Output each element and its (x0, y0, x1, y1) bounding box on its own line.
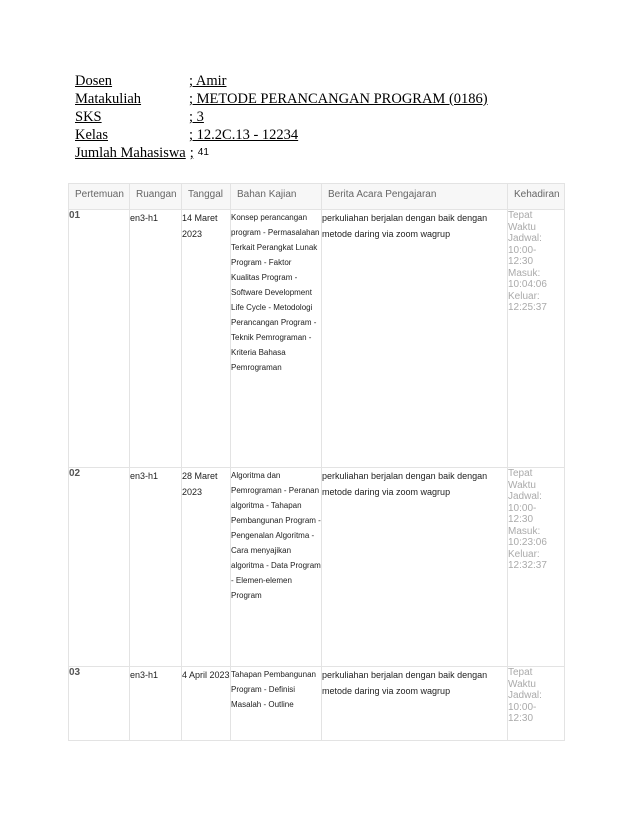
header-berita-acara: Berita Acara Pengajaran (322, 184, 508, 210)
sks-value: ; 3 (189, 109, 204, 125)
tanggal-cell: 28 Maret 2023 (182, 468, 231, 667)
header-tanggal: Tanggal (182, 184, 231, 210)
info-row-kelas (75, 126, 488, 144)
sks-label: SKS (75, 109, 102, 125)
table-row (69, 667, 565, 741)
berita-acara-cell: perkuliahan berjalan dengan baik dengan metode daring via zoom wagrup (322, 210, 508, 468)
matakuliah-value: ; METODE PERANCANGAN PROGRAM (0186) (189, 91, 488, 107)
table-row (69, 210, 565, 468)
pertemuan-cell: 03 (69, 667, 130, 741)
jumlah-separator: ; (189, 145, 194, 161)
header-bahan-kajian: Bahan Kajian (231, 184, 322, 210)
berita-acara-cell: perkuliahan berjalan dengan baik dengan metode daring via zoom wagrup (322, 468, 508, 667)
berita-acara-cell: perkuliahan berjalan dengan baik dengan metode daring via zoom wagrup (322, 667, 508, 741)
ruangan-cell: en3-h1 (130, 210, 182, 468)
kehadiran-cell: Tepat Waktu Jadwal: 10:00- 12:30 (508, 667, 565, 741)
header-pertemuan: Pertemuan (69, 184, 130, 210)
bahan-kajian-cell: Konsep perancangan program - Permasalahan Terkait Perangkat Lunak Program - Faktor Kualitas Program - Software Development Life Cycle - Metodologi Perancangan Program - Teknik Pemrograman - Kriteria Bahasa Pemrograman (231, 210, 322, 468)
course-info (75, 72, 488, 162)
ruangan-cell: en3-h1 (130, 667, 182, 741)
ruangan-cell: en3-h1 (130, 468, 182, 667)
tanggal-cell: 4 April 2023 (182, 667, 231, 741)
header-ruangan: Ruangan (130, 184, 182, 210)
bahan-kajian-cell: Tahapan Pembangunan Program - Definisi Masalah - Outline (231, 667, 322, 741)
kelas-label: Kelas (75, 127, 109, 143)
header-kehadiran: Kehadiran (508, 184, 565, 210)
jumlah-mahasiswa-value: 41 (197, 147, 209, 158)
dosen-label: Dosen (75, 73, 113, 89)
info-row-jumlah (75, 144, 488, 162)
kelas-value: ; 12.2C.13 - 12234 (189, 127, 299, 143)
attendance-table (68, 183, 565, 741)
table-header-row (69, 184, 565, 210)
bahan-kajian-cell: Algoritma dan Pemrograman - Peranan algoritma - Tahapan Pembangunan Program - Pengenalan Algoritma - Cara menyajikan algoritma - Data Program - Elemen-elemen Program (231, 468, 322, 667)
info-row-dosen (75, 72, 488, 90)
pertemuan-cell: 01 (69, 210, 130, 468)
table-row (69, 468, 565, 667)
kehadiran-cell: Tepat Waktu Jadwal: 10:00- 12:30 Masuk: 10:04:06 Keluar: 12:25:37 (508, 210, 565, 468)
dosen-value: ; Amir (189, 73, 227, 89)
info-row-matakuliah (75, 90, 488, 108)
pertemuan-cell: 02 (69, 468, 130, 667)
info-row-sks (75, 108, 488, 126)
kehadiran-cell: Tepat Waktu Jadwal: 10:00- 12:30 Masuk: 10:23:06 Keluar: 12:32:37 (508, 468, 565, 667)
tanggal-cell: 14 Maret 2023 (182, 210, 231, 468)
jumlah-mahasiswa-label: Jumlah Mahasiswa (75, 145, 186, 161)
matakuliah-label: Matakuliah (75, 91, 142, 107)
